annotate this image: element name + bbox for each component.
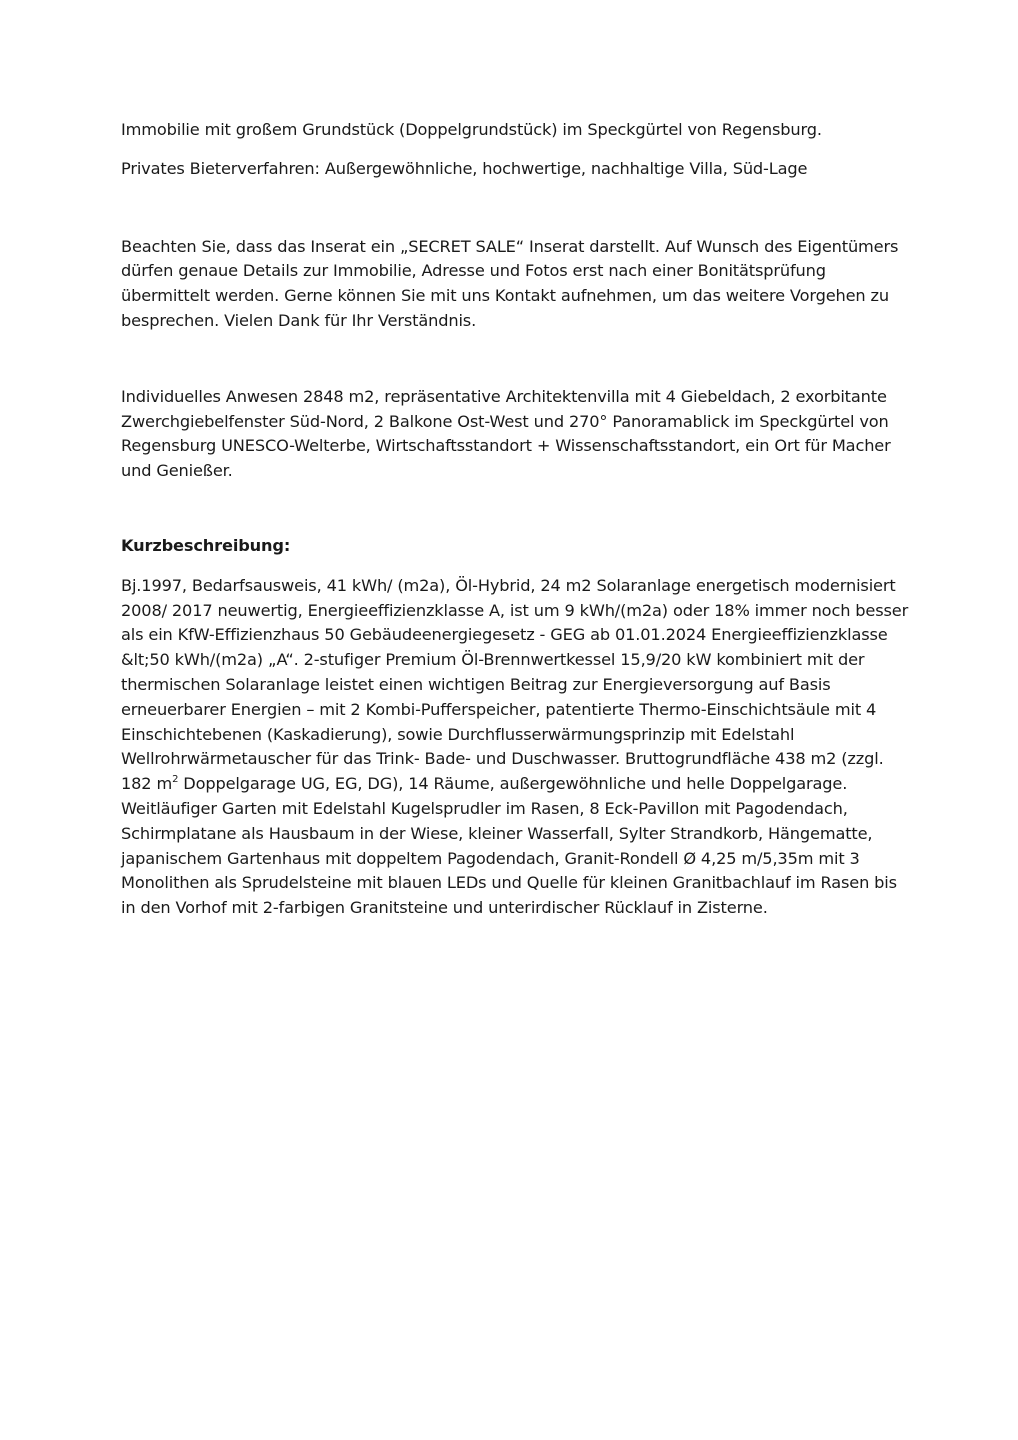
property-paragraph: Individuelles Anwesen 2848 m2, repräsentative Architektenvilla mit 4 Giebeldach, 2 exorbitante Zwerchgiebelfenster Süd-Nord, 2 Balkone Ost-West und 270° Panoramablick im Speckgürtel von Regensburg UNESCO-Welterbe, Wirtschaftsstandort + Wissenschaftsstandort, ein Ort für Macher und Genießer. — [121, 386, 891, 481]
document-body — [121, 118, 911, 921]
notice-paragraph: Beachten Sie, dass das Inserat ein „SECRET SALE“ Inserat darstellt. Auf Wunsch des Eigentümers dürfen genaue Details zur Immobilie, Adresse und Fotos erst nach einer Bonitätsprüfung übermittelt werden. Gerne können Sie mit uns Kontakt aufnehmen, um das weitere Vorgehen zu besprechen. Vielen Dank für Ihr Verständnis. — [121, 236, 899, 330]
subtitle-line: Privates Bieterverfahren: Außergewöhnliche, hochwertige, nachhaltige Villa, Süd-Lage — [121, 158, 808, 178]
description-paragraph — [121, 574, 911, 921]
intro-line: Immobilie mit großem Grundstück (Doppelgrundstück) im Speckgürtel von Regensburg. — [121, 120, 822, 139]
description-text-part2: Doppelgarage UG, EG, DG), 14 Räume, außergewöhnliche und helle Doppelgarage. Weitläufiger Garten mit Edelstahl Kugelsprudler im Rasen, 8 Eck-Pavillon mit Pagodendach, Schirmplatane als Hausbaum in der Wiese, kleiner Wasserfall, Sylter Strandkorb, Hängematte, japanischem Gartenhaus mit doppeltem Pagodendach, Granit-Rondell Ø 4,25 m/5,35m mit 3 Monolithen als Sprudelsteine mit blauen LEDs und Quelle für kleinen Granitbachlauf im Rasen bis in den Vorhof mit 2-farbigen Granitsteine und unterirdischer Rücklauf in Zisterne. — [121, 774, 897, 918]
section-heading: Kurzbeschreibung: — [121, 535, 291, 555]
description-text-part1: Bj.1997, Bedarfsausweis, 41 kWh/ (m2a), Öl-Hybrid, 24 m2 Solaranlage energetisch modernisiert 2008/ 2017 neuwertig, Energieeffizienzklasse A, ist um 9 kWh/(m2a) oder 18% immer noch besser als ein KfW-Effizienzhaus 50 Gebäudeenergiegesetz - GEG ab 01.01.2024 Energieeffizienzklasse &lt;50 kWh/(m2a) „A“. 2-stufiger Premium Öl-Brennwertkessel 15,9/20 kW kombiniert mit der thermischen Solaranlage leistet einen wichtigen Beitrag zur Energieversorgung auf Basis erneuerbarer Energien – mit 2 Kombi-Pufferspeicher, patentierte Thermo-Einschichtsäule mit 4 Einschichtebenen (Kaskadierung), sowie Durchflusserwärmungsprinzip mit Edelstahl Wellrohrwärmetauscher für das Trink- Bade- und Duschwasser. Bruttogrundfläche 438 m2 (zzgl. 182 m — [121, 575, 909, 794]
superscript-two: 2 — [172, 774, 179, 786]
